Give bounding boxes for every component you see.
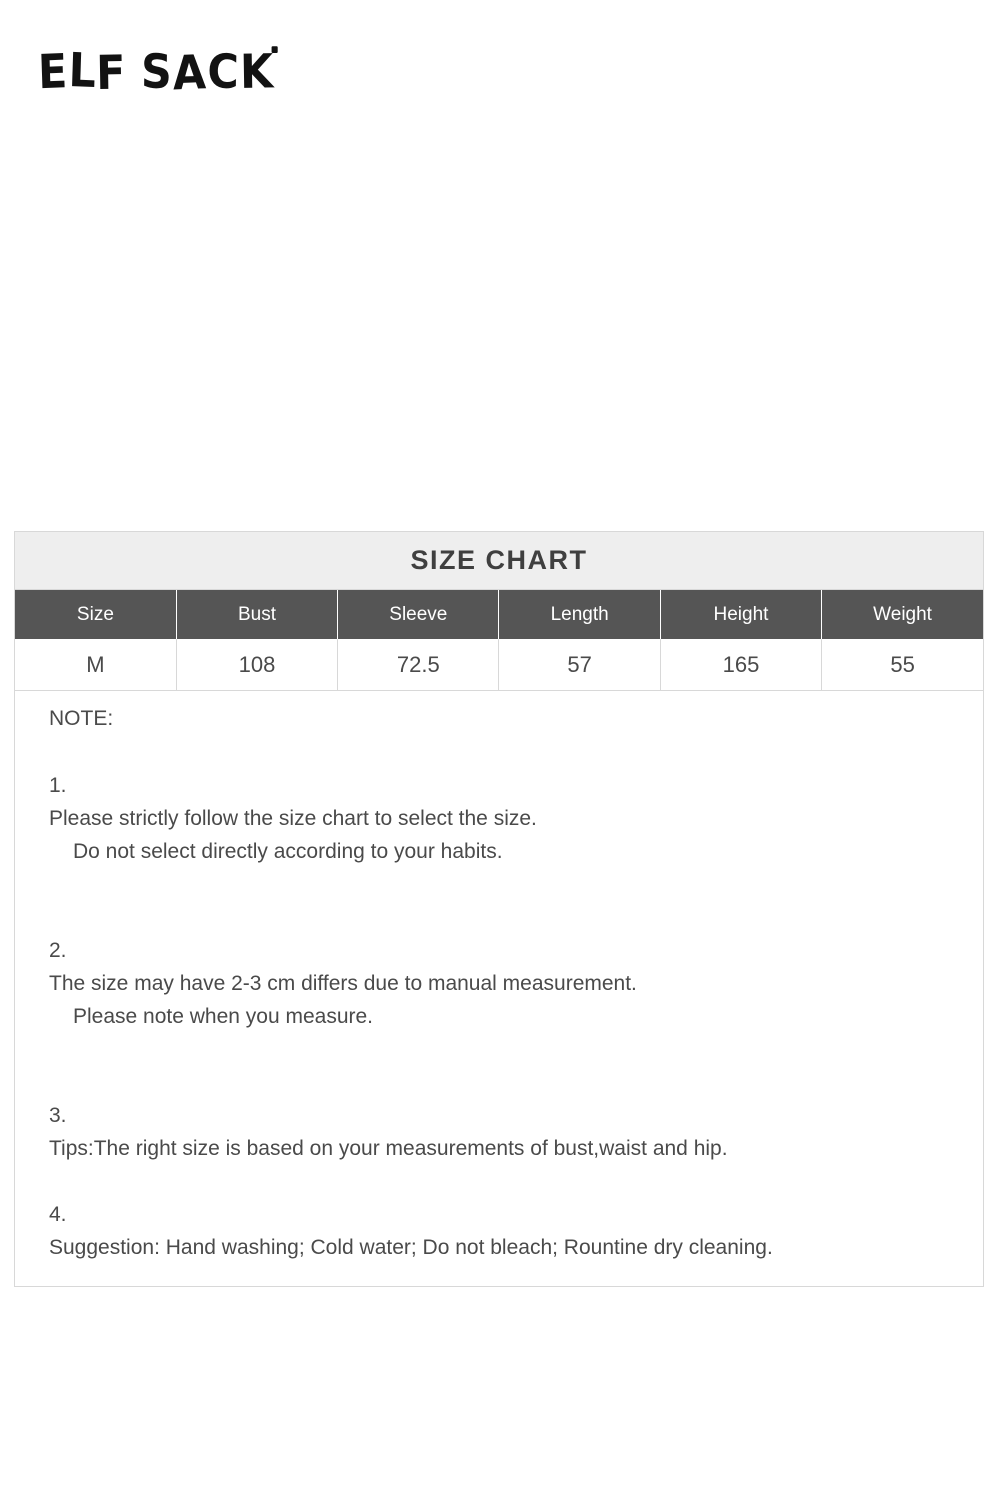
column-header-size: Size [15,590,176,639]
list-item [49,736,961,901]
list-item [49,1066,961,1165]
size-chart-title: SIZE CHART [15,532,983,590]
logo-letter: L [67,42,98,99]
cell-height: 165 [660,639,821,691]
note-subtext: Do not select directly according to your habits. [73,840,503,863]
brand-logo [38,44,278,99]
cell-length: 57 [499,639,660,691]
note-text: Tips:The right size is based on your measurements of bust,waist and hip. [49,1137,728,1160]
list-item [49,1165,961,1264]
cell-bust: 108 [176,639,337,691]
logo-letter: S [140,43,174,100]
column-header-weight: Weight [822,590,983,639]
note-section [15,691,983,1286]
cell-sleeve: 72.5 [338,639,499,691]
size-chart-card [14,531,984,1287]
note-text: Suggestion: Hand washing; Cold water; Do not bleach; Rountine dry cleaning. [49,1236,773,1259]
column-header-height: Height [660,590,821,639]
note-number: 3. [49,1104,67,1127]
list-item [49,901,961,1066]
note-number: 1. [49,774,67,797]
note-list [49,736,961,1264]
cell-weight: 55 [822,639,983,691]
note-subtext: Please note when you measure. [73,1005,374,1028]
column-header-bust: Bust [176,590,337,639]
logo-letter: C [206,43,241,100]
table-header-row [15,590,983,639]
logo-letter: F [96,44,128,101]
cell-size: M [15,639,176,691]
logo-letter: K [239,43,275,100]
size-chart-table [15,590,983,691]
note-number: 2. [49,939,67,962]
note-text: The size may have 2-3 cm differs due to manual measurement. [49,972,637,995]
column-header-sleeve: Sleeve [338,590,499,639]
logo-letter: A [172,44,209,101]
note-number: 4. [49,1203,67,1226]
note-text: Please strictly follow the size chart to select the size. [49,807,537,830]
table-row [15,639,983,691]
note-heading: NOTE: [49,707,114,730]
column-header-length: Length [499,590,660,639]
logo-letter: E [37,43,70,100]
